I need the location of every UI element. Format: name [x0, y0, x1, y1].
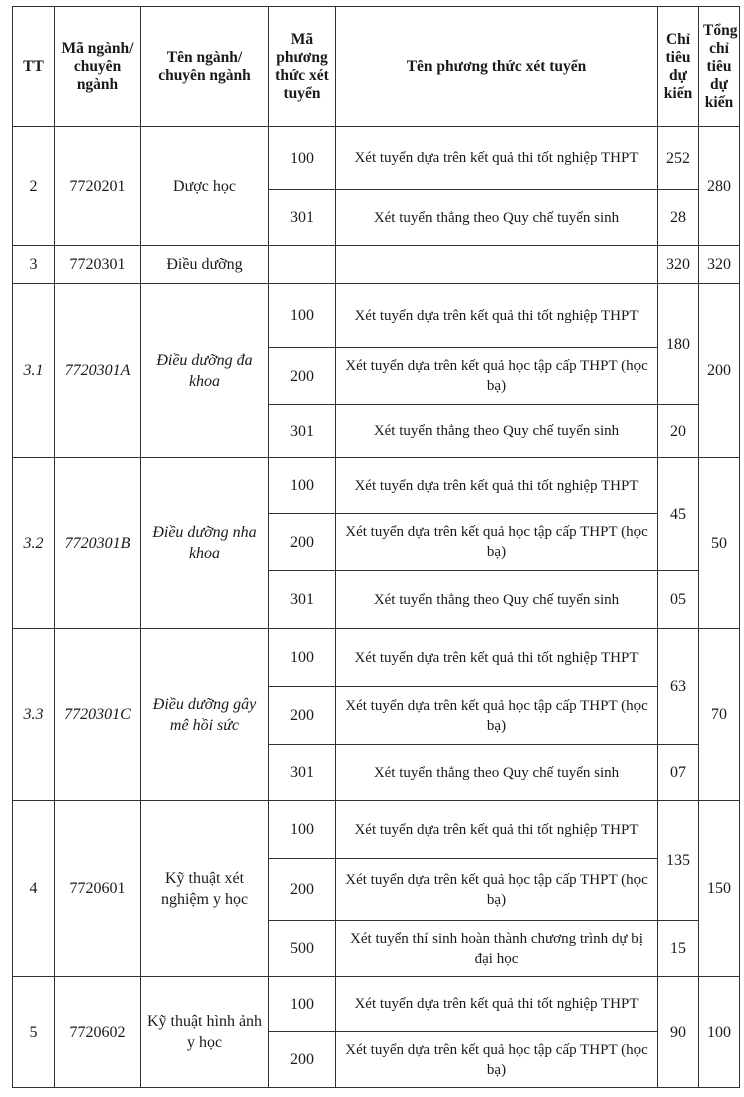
method-name: Xét tuyển dựa trên kết quả học tập cấp THPT (học bạ)	[336, 514, 658, 571]
table-row	[13, 284, 740, 348]
row-major-code: 7720601	[55, 801, 141, 977]
method-quota: 63	[658, 629, 699, 745]
method-name: Xét tuyển dựa trên kết quả học tập cấp THPT (học bạ)	[336, 859, 658, 921]
row-major-name: Điều dưỡng gây mê hồi sức	[141, 629, 269, 801]
row-tt: 2	[13, 127, 55, 246]
row-major-name: Dược học	[141, 127, 269, 246]
row-total-quota: 50	[699, 458, 740, 629]
method-code: 301	[269, 745, 336, 801]
header-row	[13, 7, 740, 127]
header-total-quota: Tổng chỉ tiêu dự kiến	[699, 7, 740, 127]
method-code: 100	[269, 801, 336, 859]
table-row	[13, 629, 740, 687]
table-row	[13, 127, 740, 190]
method-name	[336, 246, 658, 284]
method-name: Xét tuyển dựa trên kết quả thi tốt nghiệp THPT	[336, 458, 658, 514]
method-code: 100	[269, 977, 336, 1032]
method-code: 100	[269, 127, 336, 190]
table-row	[13, 801, 740, 859]
method-code: 200	[269, 859, 336, 921]
header-tt: TT	[13, 7, 55, 127]
row-major-code: 7720301B	[55, 458, 141, 629]
method-code: 301	[269, 571, 336, 629]
method-name: Xét tuyển thẳng theo Quy chế tuyển sinh	[336, 405, 658, 458]
row-total-quota: 280	[699, 127, 740, 246]
row-total-quota: 70	[699, 629, 740, 801]
row-major-code: 7720301	[55, 246, 141, 284]
method-code: 100	[269, 629, 336, 687]
row-tt: 3.1	[13, 284, 55, 458]
method-code: 301	[269, 405, 336, 458]
row-major-name: Điều dưỡng	[141, 246, 269, 284]
method-code: 200	[269, 348, 336, 405]
method-name: Xét tuyển dựa trên kết quả thi tốt nghiệp THPT	[336, 629, 658, 687]
admission-quota-table	[12, 6, 740, 1088]
method-name: Xét tuyển thẳng theo Quy chế tuyển sinh	[336, 745, 658, 801]
row-tt: 4	[13, 801, 55, 977]
method-name: Xét tuyển dựa trên kết quả học tập cấp THPT (học bạ)	[336, 687, 658, 745]
header-method-code: Mã phương thức xét tuyển	[269, 7, 336, 127]
header-quota: Chỉ tiêu dự kiến	[658, 7, 699, 127]
row-major-code: 7720301A	[55, 284, 141, 458]
method-quota: 05	[658, 571, 699, 629]
method-code	[269, 246, 336, 284]
row-tt: 5	[13, 977, 55, 1088]
method-name: Xét tuyển dựa trên kết quả học tập cấp THPT (học bạ)	[336, 348, 658, 405]
table-row	[13, 246, 740, 284]
method-name: Xét tuyển dựa trên kết quả thi tốt nghiệp THPT	[336, 284, 658, 348]
method-quota: 320	[658, 246, 699, 284]
row-tt: 3	[13, 246, 55, 284]
row-major-code: 7720602	[55, 977, 141, 1088]
method-quota: 252	[658, 127, 699, 190]
method-name: Xét tuyển dựa trên kết quả thi tốt nghiệp THPT	[336, 977, 658, 1032]
method-name: Xét tuyển thẳng theo Quy chế tuyển sinh	[336, 571, 658, 629]
method-name: Xét tuyển thí sinh hoàn thành chương trình dự bị đại học	[336, 921, 658, 977]
row-total-quota: 320	[699, 246, 740, 284]
method-quota: 45	[658, 458, 699, 571]
row-major-code: 7720301C	[55, 629, 141, 801]
header-method-name: Tên phương thức xét tuyển	[336, 7, 658, 127]
method-name: Xét tuyển thẳng theo Quy chế tuyển sinh	[336, 190, 658, 246]
table-row	[13, 458, 740, 514]
method-code: 200	[269, 514, 336, 571]
method-quota: 180	[658, 284, 699, 405]
method-code: 200	[269, 687, 336, 745]
row-tt: 3.2	[13, 458, 55, 629]
row-major-name: Kỹ thuật hình ảnh y học	[141, 977, 269, 1088]
method-quota: 15	[658, 921, 699, 977]
method-name: Xét tuyển dựa trên kết quả thi tốt nghiệp THPT	[336, 801, 658, 859]
row-tt: 3.3	[13, 629, 55, 801]
method-quota: 90	[658, 977, 699, 1088]
row-major-code: 7720201	[55, 127, 141, 246]
method-quota: 07	[658, 745, 699, 801]
method-code: 301	[269, 190, 336, 246]
row-major-name: Điều dưỡng đa khoa	[141, 284, 269, 458]
method-quota: 20	[658, 405, 699, 458]
method-quota: 28	[658, 190, 699, 246]
row-total-quota: 200	[699, 284, 740, 458]
table-row	[13, 977, 740, 1032]
header-major-name: Tên ngành/ chuyên ngành	[141, 7, 269, 127]
method-code: 100	[269, 458, 336, 514]
method-code: 500	[269, 921, 336, 977]
method-code: 200	[269, 1032, 336, 1088]
method-code: 100	[269, 284, 336, 348]
method-name: Xét tuyển dựa trên kết quả học tập cấp THPT (học bạ)	[336, 1032, 658, 1088]
row-total-quota: 100	[699, 977, 740, 1088]
row-total-quota: 150	[699, 801, 740, 977]
row-major-name: Điều dưỡng nha khoa	[141, 458, 269, 629]
method-quota: 135	[658, 801, 699, 921]
row-major-name: Kỹ thuật xét nghiệm y học	[141, 801, 269, 977]
method-name: Xét tuyển dựa trên kết quả thi tốt nghiệp THPT	[336, 127, 658, 190]
header-major-code: Mã ngành/ chuyên ngành	[55, 7, 141, 127]
